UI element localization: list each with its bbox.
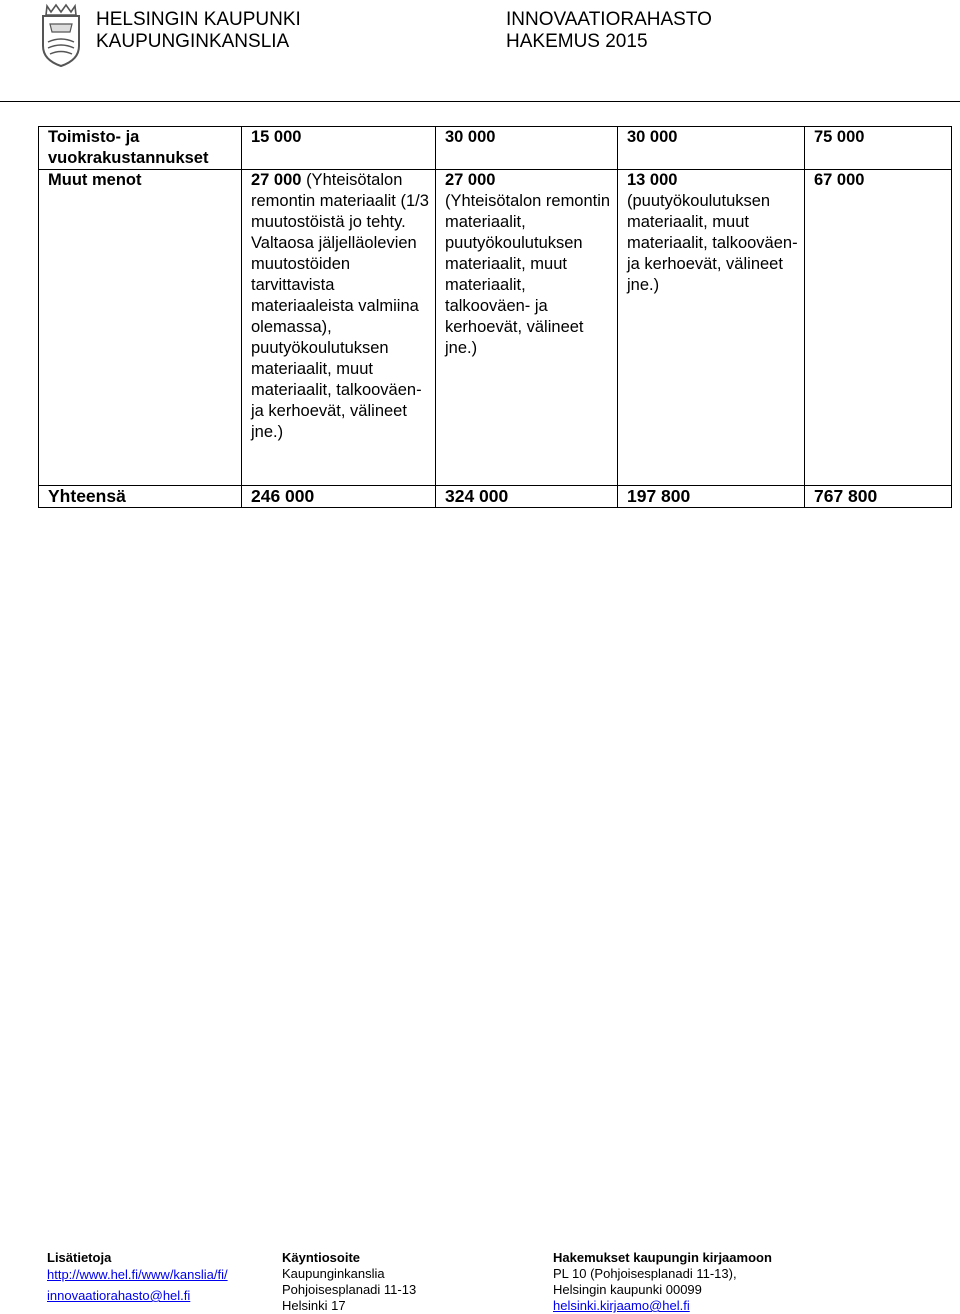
table-cell: 30 000: [618, 127, 805, 170]
budget-table: [38, 126, 952, 508]
table-cell: 15 000: [242, 127, 436, 170]
row-label: Toimisto- ja vuokrakustannukset: [39, 127, 242, 170]
footer-visit-address: [282, 1250, 416, 1314]
table-cell: 67 000: [805, 170, 952, 486]
organization-name: HELSINGIN KAUPUNKI: [96, 9, 301, 30]
department-name: KAUPUNGINKANSLIA: [96, 31, 290, 52]
website-link[interactable]: http://www.hel.fi/www/kanslia/fi/: [47, 1267, 228, 1282]
table-cell: [436, 170, 618, 486]
document-title: INNOVAATIORAHASTO: [506, 9, 712, 30]
email-link[interactable]: innovaatiorahasto@hel.fi: [47, 1288, 191, 1303]
table-cell: 324 000: [436, 486, 618, 508]
table-cell: 246 000: [242, 486, 436, 508]
footer-heading: Hakemukset kaupungin kirjaamoon: [553, 1250, 772, 1265]
cell-description: (puutyökoulutuksen materiaalit, muut materiaalit, talkooväen- ja kerhoevät, välineet jne.): [627, 192, 798, 294]
address-line: Helsingin kaupunki 00099: [553, 1282, 702, 1297]
address-line: Kaupunginkanslia: [282, 1266, 385, 1281]
table-cell: 767 800: [805, 486, 952, 508]
cell-amount: 13 000: [627, 171, 678, 189]
cell-description: (Yhteisötalon remontin materiaalit (1/3 muutostöistä jo tehty. Valtaosa jäljelläolevien muutostöiden tarvittavista materiaaleista valmiina olemassa), puutyökoulutuksen materiaalit, muut materiaalit, talkooväen- ja kerhoevät, välineet jne.): [251, 171, 429, 441]
table-row: [39, 170, 952, 486]
table-cell: [618, 170, 805, 486]
address-line: Pohjoisesplanadi 11-13: [282, 1282, 417, 1297]
cell-amount: 27 000: [251, 171, 302, 189]
table-row: [39, 127, 952, 170]
row-label: Muut menot: [39, 170, 242, 486]
document-subtitle: HAKEMUS 2015: [506, 31, 648, 52]
address-line: Helsinki 17: [282, 1298, 346, 1313]
cell-description: (Yhteisötalon remontin materiaalit, puutyökoulutuksen materiaalit, muut materiaalit, talkooväen- ja kerhoevät, välineet jne.): [445, 192, 611, 357]
table-cell: 75 000: [805, 127, 952, 170]
table-cell: 197 800: [618, 486, 805, 508]
footer-info: [47, 1250, 228, 1304]
table-cell: 30 000: [436, 127, 618, 170]
table-cell: [242, 170, 436, 486]
helsinki-crest-logo: [38, 2, 84, 68]
footer-heading: Lisätietoja: [47, 1250, 112, 1265]
organization-header: [96, 9, 301, 53]
registry-email-link[interactable]: helsinki.kirjaamo@hel.fi: [553, 1298, 690, 1313]
row-label: Yhteensä: [39, 486, 242, 508]
address-line: PL 10 (Pohjoisesplanadi 11-13),: [553, 1266, 737, 1281]
cell-amount: 27 000: [445, 171, 496, 189]
table-row-total: [39, 486, 952, 508]
footer-registry: [553, 1250, 772, 1314]
footer-heading: Käyntiosoite: [282, 1250, 361, 1265]
document-header: [506, 9, 712, 53]
header-divider: [0, 101, 960, 102]
